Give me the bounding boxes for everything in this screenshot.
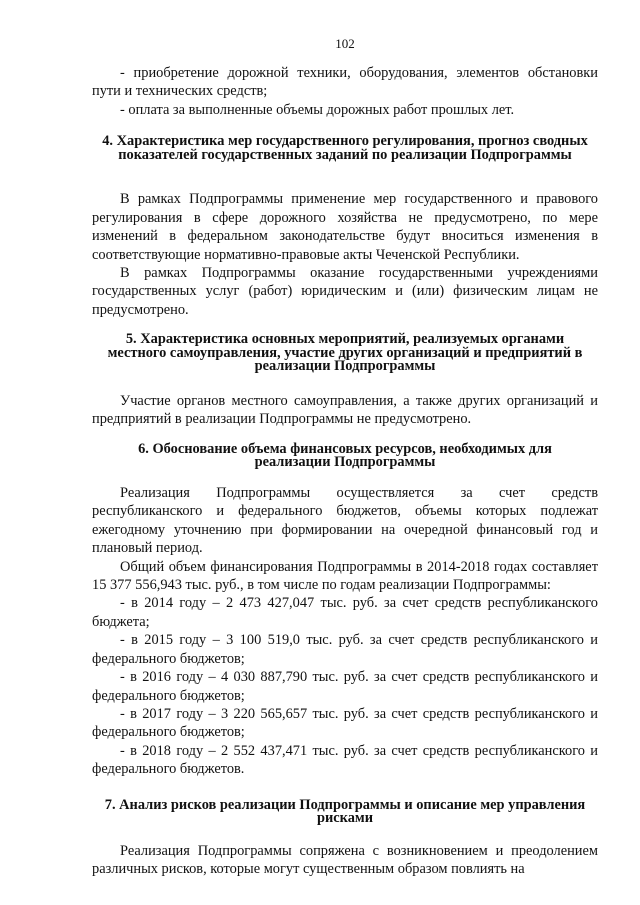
list-item: - приобретение дорожной техники, оборудования, элементов обстановки пути и технических средств; <box>92 65 598 100</box>
paragraph: Реализация Подпрограммы осуществляется за счет средств республиканского и федерального бюджетов, объемы которых подлежат ежегодному уточнению при формировании на очередной финансовый год и плановый период. <box>92 485 598 557</box>
document-page <box>92 36 598 879</box>
list-item: - в 2016 году – 4 030 887,790 тыс. руб. за счет средств республиканского и федерального бюджетов; <box>92 669 598 704</box>
list-item: - в 2014 году – 2 473 427,047 тыс. руб. за счет средств республиканского бюджета; <box>92 595 598 630</box>
list-item: - в 2015 году – 3 100 519,0 тыс. руб. за счет средств республиканского и федерального бюджетов; <box>92 632 598 667</box>
paragraph: В рамках Подпрограммы оказание государственными учреждениями государственных услуг (работ) юридическим и (или) физическим лицам не предусмотрено. <box>92 265 598 318</box>
paragraph: Общий объем финансирования Подпрограммы в 2014-2018 годах составляет 15 377 556,943 тыс. руб., в том числе по годам реализации Подпрограммы: <box>92 558 598 594</box>
page-number: 102 <box>335 36 355 51</box>
paragraph: В рамках Подпрограммы применение мер государственного и правового регулирования в сфере дорожного хозяйства не предусмотрено, по мере изменений в федеральном законодательстве будут вноситься изменения в соответствующие нормативно-правовые акты Чеченской Республики. <box>92 191 598 263</box>
section-heading-4: 4. Характеристика мер государственного регулирования, прогноз сводных показателей государственных заданий по реализации Подпрограммы <box>102 133 588 163</box>
list-item: - оплата за выполненные объемы дорожных работ прошлых лет. <box>120 101 515 118</box>
list-item: - в 2017 году – 3 220 565,657 тыс. руб. за счет средств республиканского и федерального бюджетов; <box>92 705 598 741</box>
section-heading-5: 5. Характеристика основных мероприятий, реализуемых органами местного самоуправления, участие других организаций и предприятий в реализации Подпрограммы <box>107 331 583 375</box>
paragraph: Участие органов местного самоуправления, а также других организаций и предприятий в реализации Подпрограммы не предусмотрено. <box>92 393 598 428</box>
section-heading-7: 7. Анализ рисков реализации Подпрограммы и описание мер управления рисками <box>104 796 586 827</box>
paragraph: Реализация Подпрограммы сопряжена с возникновением и преодолением различных рисков, которые могут существенным образом повлиять на <box>92 842 598 878</box>
section-heading-6: 6. Обоснование объема финансовых ресурсов, необходимых для реализации Подпрограммы <box>138 440 552 471</box>
list-item: - в 2018 году – 2 552 437,471 тыс. руб. за счет средств республиканского и федерального бюджетов. <box>92 742 598 778</box>
